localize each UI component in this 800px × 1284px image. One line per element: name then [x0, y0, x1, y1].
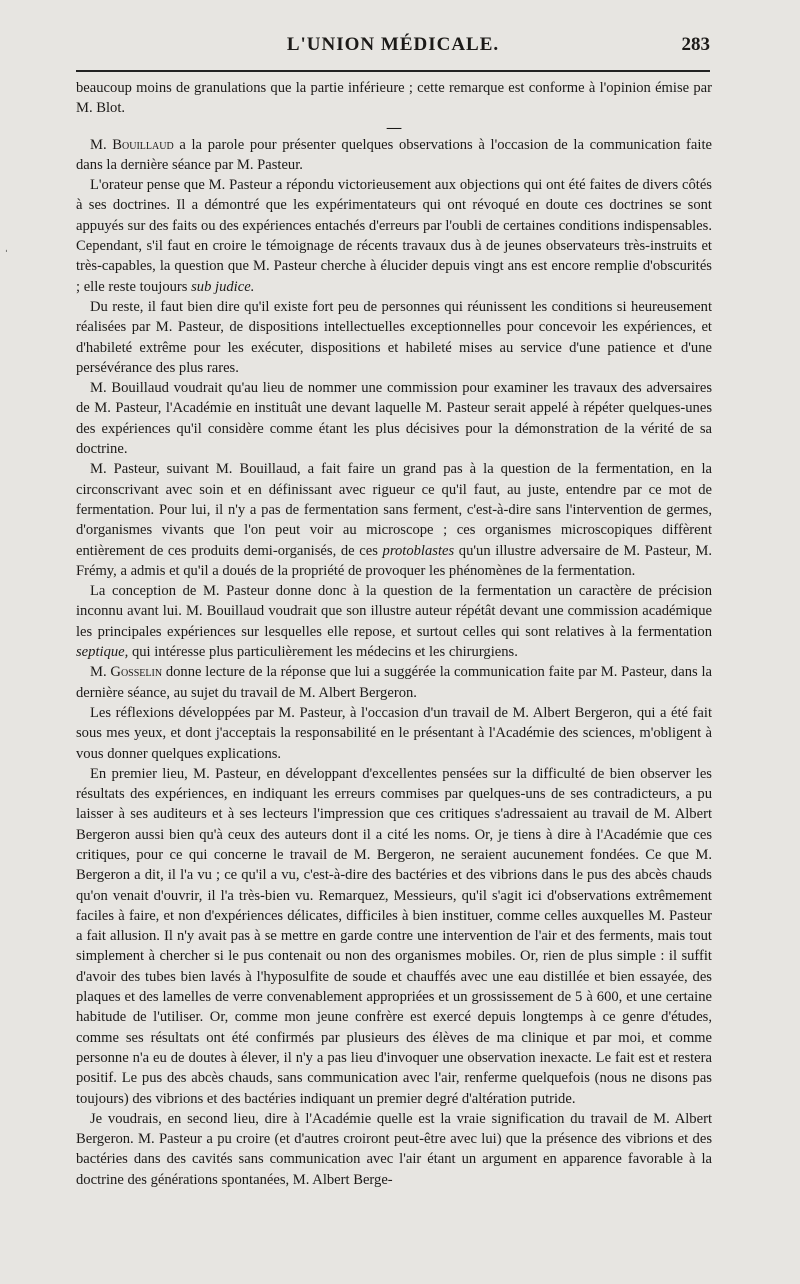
- running-title: L'UNION MÉDICALE.: [286, 34, 500, 55]
- paragraph-fermentation: [76, 459, 712, 581]
- paragraph-text: a la parole pour présenter quelques observations à l'occasion de la communication faite dans la dernière séance par M. Pasteur.: [76, 136, 712, 173]
- paragraph-text: La conception de M. Pasteur donne donc à la question de la fermentation un caractère de précision inconnu avant lui. M. Bouillaud voudrait que son illustre auteur répétât devant une commission académique les principales expériences sur lesquelles elle repose, et surtout celles qui sont relatives à la fermentation: [76, 583, 712, 640]
- article-body: [76, 78, 712, 1190]
- paragraph-second-lieu: Je voudrais, en second lieu, dire à l'Académie quelle est la vraie signification du travail de M. Albert Bergeron. M. Pasteur a pu croire (et d'autres croiront peut-être avec lui) que la présence des vibrions et des bactéries dans des cavités sans communication avec l'air étant un argument en apparence favorable à la doctrine des générations spontanées, M. Albert Berge-: [76, 1110, 712, 1188]
- paragraph-text: qu'un illustre adversaire de M. Pasteur, M. Frémy, a admis et qu'il a doués de la propriété de provoquer les phénomènes de la fermentation.: [76, 542, 712, 579]
- page-header: [76, 34, 710, 64]
- section-separator: —: [386, 119, 402, 136]
- speaker-name: M. Bouillaud: [90, 136, 174, 153]
- italic-phrase: sub judice.: [191, 278, 255, 295]
- paragraph-gosselin-intro: [76, 662, 712, 703]
- paragraph-conception: [76, 581, 712, 662]
- paragraph-bouillaud-intro: [76, 135, 712, 176]
- margin-mark: ˌ: [4, 238, 9, 253]
- italic-term: septique,: [76, 644, 129, 661]
- paragraph-premier-lieu: En premier lieu, M. Pasteur, en développant d'excellentes pensées sur la difficulté de bien observer les résultats des expériences, en indiquant les erreurs commises par quelques-uns de ses contradicteurs, a pu laisser à ses auditeurs et à ses lecteurs l'impression que ces critiques s'adressaient au travail de M. Albert Bergeron aussi bien qu'à ceux des auteurs dont il a cité les noms. Or, je tiens à dire à l'Académie que ces critiques, pour ce qui concerne le travail de M. Bergeron, ne seraient aucunement fondées. Ce que M. Bergeron a dit, il l'a vu ; ce qu'il a vu, c'est-à-dire des bactéries et des vibrions dans le pus des abcès chauds qu'on venait d'ouvrir, il l'a très-bien vu. Remarquez, Messieurs, qu'il s'agit ici d'observations extrêmement faciles à faire, et non d'expériences délicates, difficiles à bien instituer, comme celles auxquelles M. Pasteur a fait allusion. Il n'y avait pas à se mettre en garde contre une intervention de l'air et des ferments, mais tout simplement à chercher si le pus contenait ou non des organismes mobiles. Or, rien de plus simple : il suffit d'avoir des tubes bien lavés à l'hyposulfite de soude et chauffés avec une eau distillée et bien essayée, des plaques et des lamelles de verre convenablement appropriées et un grossissement de 5 à 600, et une certaine habitude de l'utiliser. Or, comme mon jeune confrère est exercé depuis longtemps à ce genre d'études, comme ses résultats ont été confirmés par plusieurs des élèves de ma clinique et par moi, et comme personne n'a eu de doutes à élever, il n'y a pas lieu d'invoquer une observation inexacte. Le fait est et restera positif. Le pus des abcès chauds, sans communication avec l'air, renferme quelquefois (nous ne disons pas toujours) des vibrions et des bactéries indiquant un premier degré d'altération putride.: [76, 765, 712, 1107]
- speaker-name: M. Gosselin: [90, 664, 163, 681]
- paragraph-commission: M. Bouillaud voudrait qu'au lieu de nommer une commission pour examiner les travaux des adversaires de M. Pasteur, l'Académie en instituât une devant laquelle M. Pasteur serait appelé à répéter quelques-unes des expériences qu'il considère comme étant les plus décisives pour la démonstration de la vérité de sa doctrine.: [76, 380, 712, 458]
- paragraph-text: M. Pasteur, suivant M. Bouillaud, a fait faire un grand pas à la question de la fermentation, en la circonscrivant avec soin et en définissant avec rigueur ce qu'il faut, au juste, entendre par ce mot de fermentation. Pour lui, il n'y a pas de fermentation sans ferment, c'est-à-dire sans l'intervention de germes, d'organismes vivants que l'on peut voir au microscope ; ces organismes microscopiques diffèrent entièrement de ces produits demi-organisés, de ces: [76, 461, 712, 559]
- page-number: 283: [681, 34, 710, 55]
- paragraph-continuation: beaucoup moins de granulations que la partie inférieure ; cette remarque est conforme à l'opinion émise par M. Blot.: [76, 80, 712, 117]
- paragraph-du-reste: Du reste, il faut bien dire qu'il existe fort peu de personnes qui réunissent les conditions si heureusement réalisées par M. Pasteur, de dispositions intellectuelles exceptionnelles pour concevoir les expériences, et d'habileté extrême pour les exécuter, dispositions et habileté mises au service d'une patience et d'une persévérance des plus rares.: [76, 298, 712, 376]
- paragraph-text: L'orateur pense que M. Pasteur a répondu victorieusement aux objections qui ont été faites de divers côtés à ses doctrines. Il a démontré que les expérimentateurs qui ont révoqué en doute ces doctrines se sont appuyés sur des faits ou des expériences entachés d'erreurs par l'oubli de certaines conditions indispensables. Cependant, s'il faut en croire le témoignage de récents travaux dus à de jeunes observateurs très-instruits et très-capables, la question que M. Pasteur cherche à élucider depuis vingt ans est encore remplie d'obscurités ; elle reste toujours: [76, 177, 712, 295]
- paragraph-text: qui intéresse plus particulièrement les médecins et les chirurgiens.: [128, 644, 518, 661]
- paragraph-orateur: [76, 175, 712, 297]
- paragraph-reflexions: Les réflexions développées par M. Pasteur, à l'occasion d'un travail de M. Albert Bergeron, qui a été fait sous mes yeux, et dont j'acceptais la responsabilité en le présentant à l'Académie des sciences, m'obligent à vous donner quelques explications.: [76, 704, 712, 762]
- paragraph-text: donne lecture de la réponse que lui a suggérée la communication faite par M. Pasteur, dans la dernière séance, au sujet du travail de M. Albert Bergeron.: [76, 664, 712, 701]
- italic-term: protoblastes: [382, 542, 455, 559]
- header-rule: [76, 70, 710, 72]
